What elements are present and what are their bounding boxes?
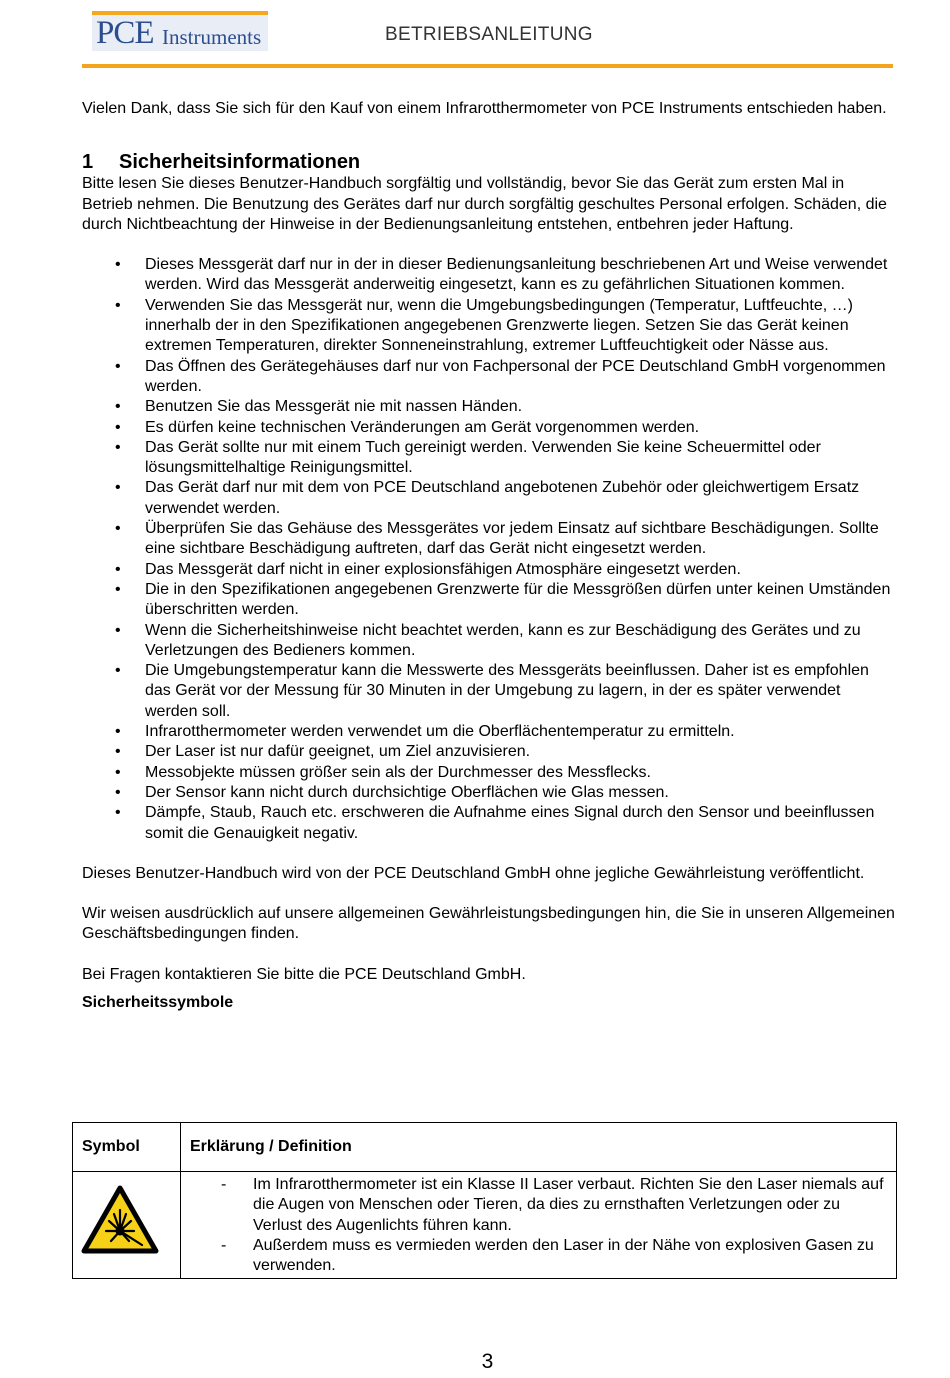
bullet-icon: • <box>115 621 121 639</box>
bullet-icon: • <box>115 418 121 436</box>
header-divider <box>82 64 893 68</box>
list-item <box>115 803 897 844</box>
list-item <box>115 621 897 662</box>
table-header-row <box>73 1123 897 1172</box>
contact-paragraph: Bei Fragen kontaktieren Sie bitte die PCE Deutschland GmbH. <box>82 965 526 983</box>
bullet-icon: • <box>115 804 121 822</box>
safety-list <box>82 255 897 844</box>
column-header-definition: Erklärung / Definition <box>181 1123 897 1172</box>
list-item-text: Infrarotthermometer werden verwendet um die Oberflächentemperatur zu ermitteln. <box>145 723 735 741</box>
dash-marker: - <box>221 1236 227 1254</box>
bullet-icon: • <box>115 580 121 598</box>
list-item-text: Dämpfe, Staub, Rauch etc. erschweren die Aufnahme eines Signal durch den Sensor und beeinflussen somit die Genauigkeit negativ. <box>145 804 875 842</box>
bullet-icon: • <box>115 560 121 578</box>
logo-instruments-text: Instruments <box>162 25 262 49</box>
page-header <box>0 0 950 72</box>
bullet-icon: • <box>115 520 121 538</box>
list-item <box>221 1175 886 1236</box>
page-content <box>82 99 897 1013</box>
list-item-text: Die in den Spezifikationen angegebenen Grenzwerte für die Messgrößen dürfen unter keinen Umständen überschritten werden. <box>145 580 891 619</box>
list-item-text: Es dürfen keine technischen Veränderungen am Gerät vorgenommen werden. <box>145 418 700 436</box>
list-item-text: Das Gerät sollte nur mit einem Tuch gereinigt werden. Verwenden Sie keine Scheuermittel oder lösungsmittelhaltige Reinigungsmittel. <box>145 438 821 477</box>
definition-text: Im Infrarotthermometer ist ein Klasse II Laser verbaut. Richten Sie den Laser niemals auf die Augen von Menschen oder Tieren, da dies zu ernsthaften Verletzungen oder zu Verlust des Augenlichts führen kann. <box>253 1176 884 1234</box>
list-item-text: Die Umgebungstemperatur kann die Messwerte des Messgeräts beeinflussen. Daher ist es empfohlen das Gerät vor der Messung für 30 Minuten in der Umgebung zu lagern, in der es später verwendet werden soll. <box>145 662 869 720</box>
bullet-icon: • <box>115 398 121 416</box>
list-item <box>115 438 897 479</box>
list-item <box>221 1236 886 1277</box>
list-item <box>115 357 897 398</box>
page-number: 3 <box>481 1350 494 1373</box>
list-item-text: Verwenden Sie das Messgerät nur, wenn die Umgebungsbedingungen (Temperatur, Luftfeuchte, …) innerhalb der in den Spezifikationen angegebenen Grenzwerte liegen. Setzen Sie das Gerät keinen extremen Temperaturen, direkter Sonneneinstrahlung, extremer Luftfeuchtigkeit oder Nässe aus. <box>145 296 853 355</box>
logo-pce-text: PCE <box>96 15 154 51</box>
table-row <box>73 1172 897 1279</box>
intro-paragraph: Vielen Dank, dass Sie sich für den Kauf von einem Infrarotthermometer von PCE Instruments entschieden haben. <box>82 100 887 117</box>
disclaimer-paragraph: Dieses Benutzer-Handbuch wird von der PCE Deutschland GmbH ohne jegliche Gewährleistung veröffentlicht. <box>82 864 865 882</box>
bullet-icon: • <box>115 296 121 314</box>
list-item-text: Der Sensor kann nicht durch durchsichtige Oberflächen wie Glas messen. <box>145 783 669 801</box>
laser-warning-icon <box>81 1185 159 1255</box>
definition-list <box>181 1172 896 1278</box>
bullet-icon: • <box>115 479 121 497</box>
warranty-paragraph: Wir weisen ausdrücklich auf unsere allgemeinen Gewährleistungsbedingungen hin, die Sie in unseren Allgemeinen Geschäftsbedingungen finden. <box>82 905 895 943</box>
bullet-icon: • <box>115 438 121 456</box>
list-item <box>115 722 897 742</box>
bullet-icon: • <box>115 662 121 680</box>
list-item-text: Wenn die Sicherheitshinweise nicht beachtet werden, kann es zur Beschädigung des Gerätes und zu Verletzungen des Bedieners kommen. <box>145 621 861 659</box>
list-item <box>115 580 897 621</box>
list-item <box>115 560 897 580</box>
list-item <box>115 519 897 560</box>
section-number: 1 <box>82 151 94 174</box>
bullet-icon: • <box>115 743 121 761</box>
definition-cell <box>181 1172 897 1279</box>
document-type-title: BETRIEBSANLEITUNG <box>385 24 593 45</box>
list-item-text: Überprüfen Sie das Gehäuse des Messgerätes vor jedem Einsatz auf sichtbare Beschädigungen. Sollte eine sichtbare Beschädigung auftreten, darf das Gerät nicht eingesetzt werden. <box>145 520 879 558</box>
list-item <box>115 296 897 357</box>
list-item <box>115 661 897 722</box>
list-item-text: Das Messgerät darf nicht in einer explosionsfähigen Atmosphäre eingesetzt werden. <box>145 560 741 578</box>
bullet-icon: • <box>115 256 121 274</box>
list-item-text: Der Laser ist nur dafür geeignet, um Ziel anzuvisieren. <box>145 743 531 761</box>
symbol-cell <box>73 1172 181 1279</box>
list-item-text: Benutzen Sie das Messgerät nie mit nassen Händen. <box>145 398 523 416</box>
list-item-text: Das Öffnen des Gerätegehäuses darf nur von Fachpersonal der PCE Deutschland GmbH vorgenommen werden. <box>145 357 886 395</box>
list-item <box>115 418 897 438</box>
list-item-text: Messobjekte müssen größer sein als der Durchmesser des Messflecks. <box>145 763 651 781</box>
bullet-icon: • <box>115 723 121 741</box>
bullet-icon: • <box>115 763 121 781</box>
list-item <box>115 397 897 417</box>
list-item <box>115 742 897 762</box>
list-item-text: Das Gerät darf nur mit dem von PCE Deutschland angebotenen Zubehör oder gleichwertigem Ersatz verwendet werden. <box>145 479 860 517</box>
symbols-table <box>72 1122 897 1279</box>
list-item <box>115 763 897 783</box>
definition-text: Außerdem muss es vermieden werden den Laser in der Nähe von explosiven Gasen zu verwenden. <box>253 1236 874 1275</box>
bullet-icon: • <box>115 783 121 801</box>
pce-instruments-logo <box>92 11 268 51</box>
dash-marker: - <box>221 1176 227 1193</box>
section-title: Sicherheitsinformationen <box>119 151 361 174</box>
bullet-icon: • <box>115 357 121 375</box>
column-header-symbol: Symbol <box>73 1123 181 1172</box>
section-heading <box>82 150 897 174</box>
list-item <box>115 478 897 519</box>
list-item-text: Dieses Messgerät darf nur in der in dieser Bedienungsanleitung beschriebenen Art und Weise verwendet werden. Wird das Messgerät anderweitig eingesetzt, kann es zu gefährlichen Situationen kommen. <box>145 256 888 294</box>
symbols-heading: Sicherheitssymbole <box>82 993 234 1011</box>
list-item <box>115 255 897 296</box>
section-paragraph: Bitte lesen Sie dieses Benutzer-Handbuch sorgfältig und vollständig, bevor Sie das Gerät zum ersten Mal in Betrieb nehmen. Die Benutzung des Gerätes darf nur durch sorgfältig geschultes Personal erfolgen. Schäden, die durch Nichtbeachtung der Hinweise in der Bedienungsanleitung entstehen, entbehren jeder Haftung. <box>82 175 887 233</box>
list-item <box>115 783 897 803</box>
